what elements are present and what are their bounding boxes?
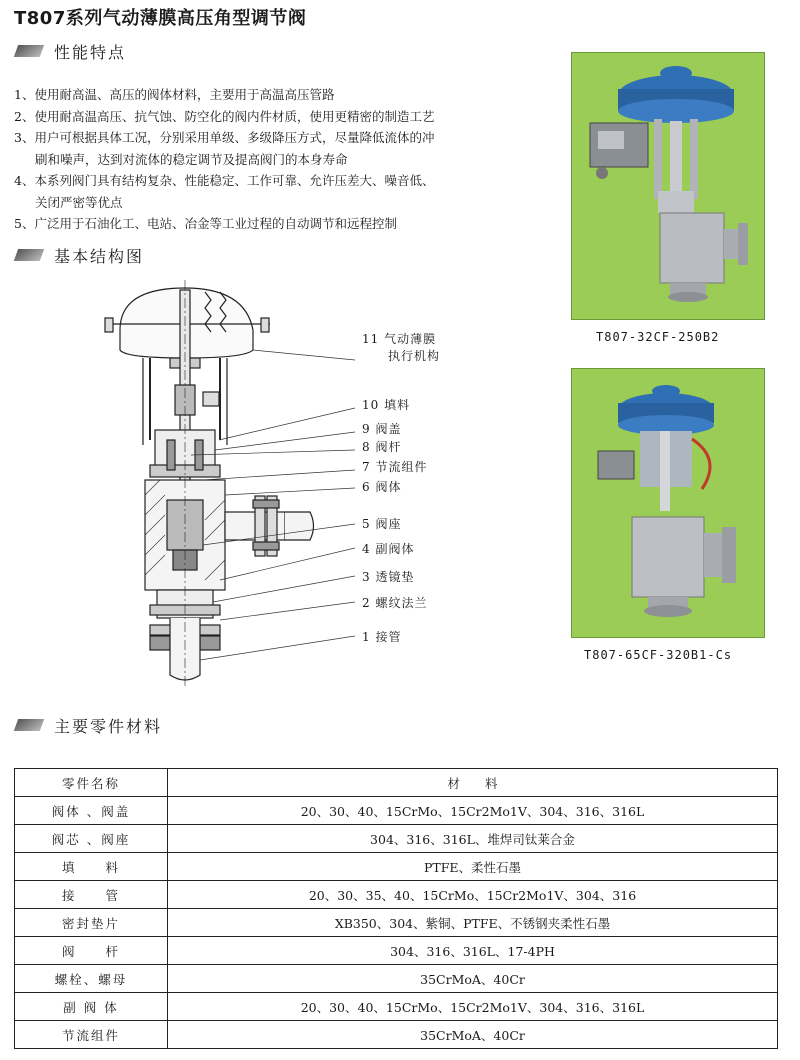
section-structure [16, 244, 144, 266]
feature-line: 2、使用耐高温高压、抗气蚀、防空化的阀内件材质，使用更精密的制造工艺 [14, 108, 435, 124]
callout-packing: 10 填料 [362, 398, 411, 412]
material-cell: 20、30、40、15CrMo、15Cr2Mo1V、304、316、316L [168, 797, 778, 825]
feature-line: 关闭严密等优点 [35, 194, 123, 210]
callout-sub-body: 4 副阀体 [362, 542, 415, 556]
part-name-cell: 螺栓、螺母 [15, 965, 168, 993]
part-name-cell: 阀体 、阀盖 [15, 797, 168, 825]
table-header-row [15, 769, 778, 797]
table-row [15, 853, 778, 881]
feature-line: 3、用户可根据具体工况，分别采用单级、多级降压方式，尽量降低流体的冲 [14, 130, 435, 145]
part-name-cell: 阀 杆 [15, 937, 168, 965]
page-title: T807系列气动薄膜高压角型调节阀 [14, 8, 307, 29]
valve-photo-image [572, 369, 764, 637]
callout-bonnet: 9 阀盖 [362, 422, 402, 436]
table-row [15, 993, 778, 1021]
material-cell: XB350、304、紫铜、PTFE、不锈钢夹柔性石墨 [168, 909, 778, 937]
callout-stem: 8 阀杆 [362, 440, 402, 454]
callout-throttle: 7 节流组件 [362, 460, 428, 474]
part-name-cell: 密封垫片 [15, 909, 168, 937]
callout-pipe: 1 接管 [362, 630, 402, 644]
product-photo-2 [571, 368, 765, 638]
table-row [15, 881, 778, 909]
material-cell: 304、316、316L、堆焊司钛莱合金 [168, 825, 778, 853]
photo-2-caption: T807-65CF-320B1-Cs [584, 648, 733, 662]
part-name-cell: 接 管 [15, 881, 168, 909]
section-bar-icon [14, 719, 44, 731]
column-header-part-name: 零件名称 [15, 769, 168, 797]
part-name-cell: 阀芯 、阀座 [15, 825, 168, 853]
material-cell: 20、30、35、40、15CrMo、15Cr2Mo1V、304、316 [168, 881, 778, 909]
feature-line: 5、广泛用于石油化工、电站、冶金等工业过程的自动调节和远程控制 [14, 216, 397, 231]
section-structure-title: 基本结构图 [54, 246, 145, 266]
materials-table [14, 768, 778, 1049]
table-row [15, 937, 778, 965]
table-row [15, 1021, 778, 1049]
feature-line: 1、使用耐高温、高压的阀体材料，主要用于高温高压管路 [14, 87, 335, 102]
section-features [16, 40, 126, 62]
callout-threaded-flange: 2 螺纹法兰 [362, 596, 428, 610]
material-cell: 35CrMoA、40Cr [168, 1021, 778, 1049]
part-name-cell: 节流组件 [15, 1021, 168, 1049]
valve-photo-image [572, 53, 764, 319]
callout-label: 执行机构 [388, 349, 441, 363]
features-list [14, 84, 554, 235]
column-header-material: 材 料 [168, 769, 778, 797]
material-cell: PTFE、柔性石墨 [168, 853, 778, 881]
callout-label: 11 气动薄膜 [362, 332, 437, 346]
material-cell: 20、30、40、15CrMo、15Cr2Mo1V、304、316、316L [168, 993, 778, 1021]
photo-1-caption: T807-32CF-250B2 [596, 330, 720, 344]
callout-seat: 5 阀座 [362, 517, 402, 531]
table-row [15, 825, 778, 853]
table-row [15, 909, 778, 937]
part-name-cell: 副 阀 体 [15, 993, 168, 1021]
material-cell: 35CrMoA、40Cr [168, 965, 778, 993]
feature-line: 4、本系列阀门具有结构复杂、性能稳定、工作可靠、允许压差大、噪音低、 [14, 173, 435, 188]
table-row [15, 797, 778, 825]
section-materials [16, 714, 162, 736]
material-cell: 304、316、316L、17-4PH [168, 937, 778, 965]
section-features-title: 性能特点 [54, 42, 127, 62]
callout-actuator [362, 330, 440, 364]
callout-body: 6 阀体 [362, 480, 402, 494]
feature-line: 刷和噪声，达到对流体的稳定调节及提高阀门的本身寿命 [35, 151, 348, 167]
section-bar-icon [14, 249, 44, 261]
product-photo-1 [571, 52, 765, 320]
valve-cross-section-drawing [95, 280, 355, 690]
callout-lens-gasket: 3 透镜垫 [362, 570, 415, 584]
table-row [15, 965, 778, 993]
section-materials-title: 主要零件材料 [54, 716, 163, 736]
part-name-cell: 填 料 [15, 853, 168, 881]
section-bar-icon [14, 45, 44, 57]
